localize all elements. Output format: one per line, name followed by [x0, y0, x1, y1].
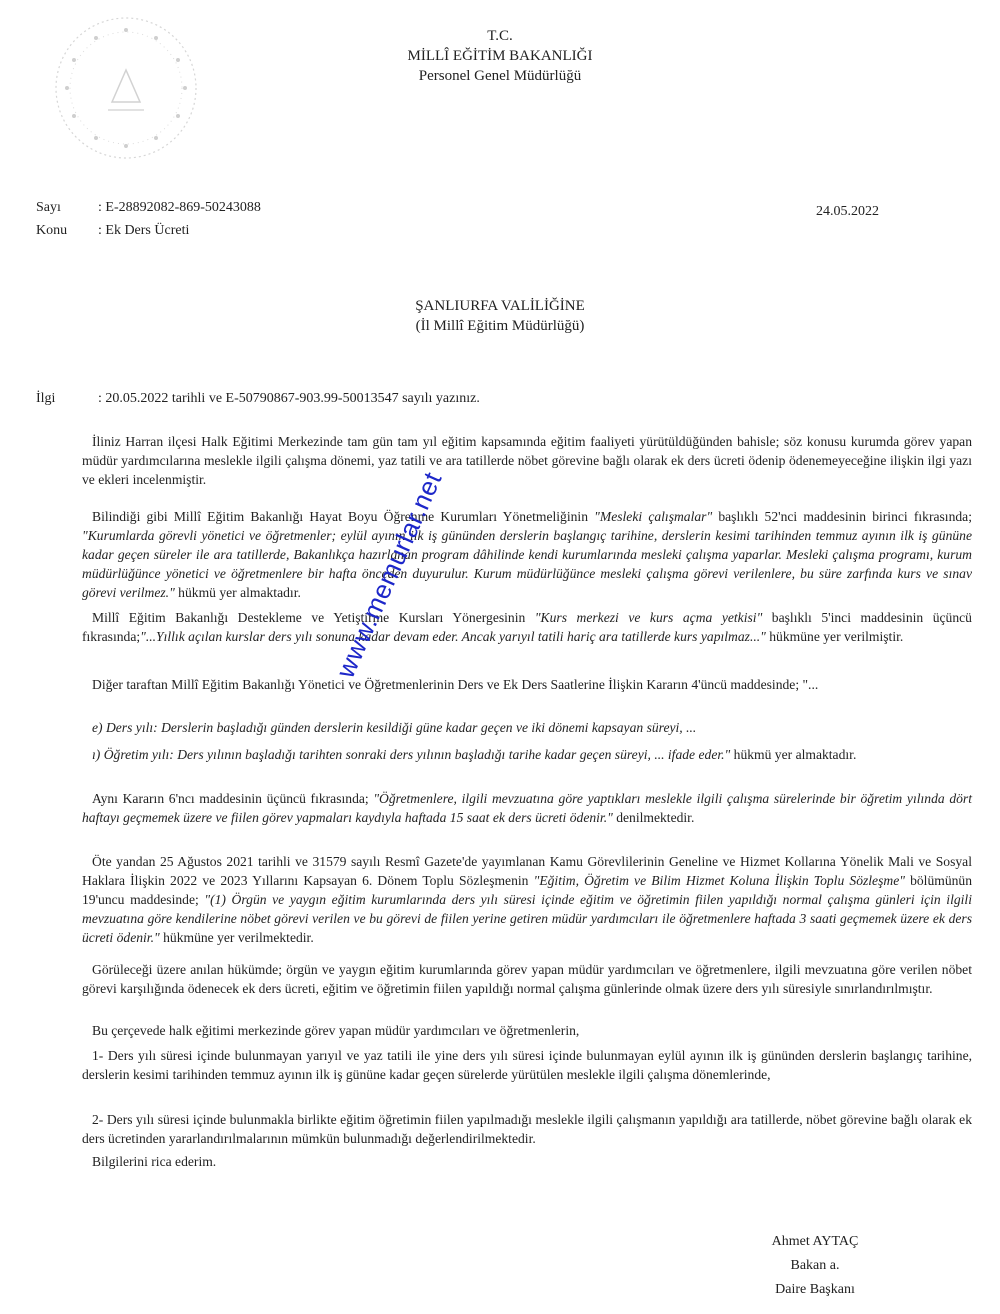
paragraph-13: Bilgilerini rica ederim.: [92, 1154, 217, 1169]
watermark-text: www.memurlar.net: [330, 467, 448, 683]
header-tc: T.C.: [487, 28, 513, 44]
header-block: [330, 26, 670, 86]
paragraph-7: Aynı Kararın 6'ncı maddesinin üçüncü fıkrasında; "Öğretmenlere, ilgili mevzuatına göre yaptıkları meslekle ilgili çalışma sürelerinde bir öğretim yılında dört haftayı geçmemek üzere ve fiilen görev yapmaları kaydıyla haftada 15 saat ek ders ücreti ödenir." denilmektedir.: [82, 791, 972, 825]
paragraph-12: 2- Ders yılı süresi içinde bulunmakla birlikte eğitim öğretimin fiilen yapılmadığı meslekle ilgili çalışmanın yapıldığı ara tatillerde, nöbet görevine bağlı olarak ek ders ücretinden yararlandırılmalarının mümkün bulunmadığı değerlendirilmektedir.: [82, 1112, 972, 1146]
sayi-label: Sayı: [36, 200, 61, 215]
recipient-line1: ŞANLIURFA VALİLİĞİNE: [415, 298, 585, 314]
paragraph-6: ı) Öğretim yılı: Ders yılının başladığı tarihten sonraki ders yılının başladığı tarihe kadar geçen süreyi, ... ifade eder." hükmü yer almaktadır.: [92, 747, 857, 762]
konu-value: : Ek Ders Ücreti: [98, 223, 190, 238]
signature-role1: Bakan a.: [790, 1258, 840, 1273]
recipient-line2: (İl Millî Eğitim Müdürlüğü): [415, 318, 585, 334]
header-department: Personel Genel Müdürlüğü: [418, 68, 582, 84]
signature-role2: Daire Başkanı: [775, 1282, 855, 1297]
paragraph-1: İliniz Harran ilçesi Halk Eğitimi Merkezinde tam gün tam yıl eğitim kapsamında eğitim faaliyeti yürütüldüğünden bahisle; söz konusu kurumda görev yapan müdür yardımcılarına meslekle ilgili çalışma dönemi, yaz tatili ve ara tatillerde nöbet görevine bağlı olarak ek ders ücreti ödenip ödenemeyeceğine ilişkin ilgi yazı ve ekleri incelenmiştir.: [82, 434, 972, 487]
paragraph-3: Millî Eğitim Bakanlığı Destekleme ve Yetiştirme Kursları Yönergesinin "Kurs merkezi ve kurs açma yetkisi" başlıklı 5'inci maddesinin üçüncü fıkrasında;"...Yıllık açılan kurslar ders yılı sonuna kadar devam eder. Ancak yarıyıl tatili hariç ara tatillerde kurs yapılmaz..." hükmüne yer verilmiştir.: [82, 610, 972, 644]
signature-block: [740, 1230, 890, 1302]
header-ministry: MİLLÎ EĞİTİM BAKANLIĞI: [407, 48, 593, 64]
document-date: 24.05.2022: [816, 204, 879, 219]
paragraph-8: Öte yandan 25 Ağustos 2021 tarihli ve 31579 sayılı Resmî Gazete'de yayımlanan Kamu Görevlilerinin Geneline ve Hizmet Kollarına Yönelik Mali ve Sosyal Haklara İlişkin 2022 ve 2023 Yıllarını Kapsayan 6. Dönem Toplu Sözleşmenin "Eğitim, Öğretim ve Bilim Hizmet Koluna İlişkin Toplu Sözleşme" bölümünün 19'uncu maddesinde; "(1) Örgün ve yaygın eğitim kurumlarında ders yılı süresi içinde eğitim ve öğretimin fiilen yapıldığı normal çalışma günleri için ilgili mevzuatına göre kendilerine nöbet görevi verilen ve bu görevi de fiilen yerine getiren müdür yardımcıları ile öğretmenlere haftada 3 saati geçmemek üzere ek ders ücreti ödenir." hükmüne yer verilmektedir.: [82, 854, 973, 945]
ministry-seal-icon: [52, 14, 200, 162]
ilgi-value: : 20.05.2022 tarihli ve E-50790867-903.99-50013547 sayılı yazınız.: [98, 391, 480, 406]
paragraph-10: Bu çerçevede halk eğitimi merkezinde görev yapan müdür yardımcıları ve öğretmenlerin,: [92, 1023, 580, 1038]
sayi-value: : E-28892082-869-50243088: [98, 200, 261, 215]
ilgi-label: İlgi: [36, 391, 56, 406]
konu-label: Konu: [36, 223, 68, 238]
paragraph-11: 1- Ders yılı süresi içinde bulunmayan yarıyıl ve yaz tatili ile yine ders yılı süresi içinde bulunmayan eylül ayının ilk iş gününden derslerin başlangıç tarihine, derslerin kesimi tarihinden temmuz ayının ilk iş gününe kadar geçen sürelerde yürütülen meslekle ilgili çalışma dönemlerinde,: [82, 1048, 972, 1082]
paragraph-5: e) Ders yılı: Derslerin başladığı günden derslerin kesildiği güne kadar geçen ve iki dönemi kapsayan süreyi, ...: [92, 720, 697, 735]
paragraph-9: Görüleceği üzere anılan hükümde; örgün ve yaygın eğitim kurumlarında görev yapan müdür yardımcıları ve öğretmenlere, ilgili mevzuatına göre verilen nöbet görevi karşılığında ödenecek ek ders ücreti, eğitim ve öğretimin fiilen yapıldığı normal çalışma günlerinde olmak üzere ders yılı süresiyle sınırlandırılmıştır.: [82, 962, 972, 996]
signature-name: Ahmet AYTAÇ: [771, 1234, 859, 1249]
paragraph-2: Bilindiği gibi Millî Eğitim Bakanlığı Hayat Boyu Öğrenme Kurumları Yönetmeliğinin "Mesleki çalışmalar" başlıklı 52'nci maddesinin birinci fıkrasında; "Kurumlarda görevli yönetici ve öğretmenler; eylül ayının ilk iş gününden derslerin başlangıç tarihine, derslerin kesimi tarihinden temmuz ayının ilk iş gününe kadar geçen süreler ile ara tatillerde, Bakanlıkça hazırlanan program dâhilinde kendi kurumlarında mesleki çalışma yaparlar. Mesleki çalışma programı, kurum müdürlüğünce yönetici ve öğretmenlere bir hafta önceden duyurulur. Kurum müdürlüğünce mesleki çalışma görevi verilenlere, bu süre zarfında kurs ve sınav görevi verilmez." hükmü yer almaktadır.: [82, 509, 972, 600]
paragraph-4: Diğer taraftan Millî Eğitim Bakanlığı Yönetici ve Öğretmenlerinin Ders ve Ek Ders Saatlerine İlişkin Kararın 4'üncü maddesinde; "...: [92, 677, 819, 692]
recipient-block: [330, 296, 670, 336]
